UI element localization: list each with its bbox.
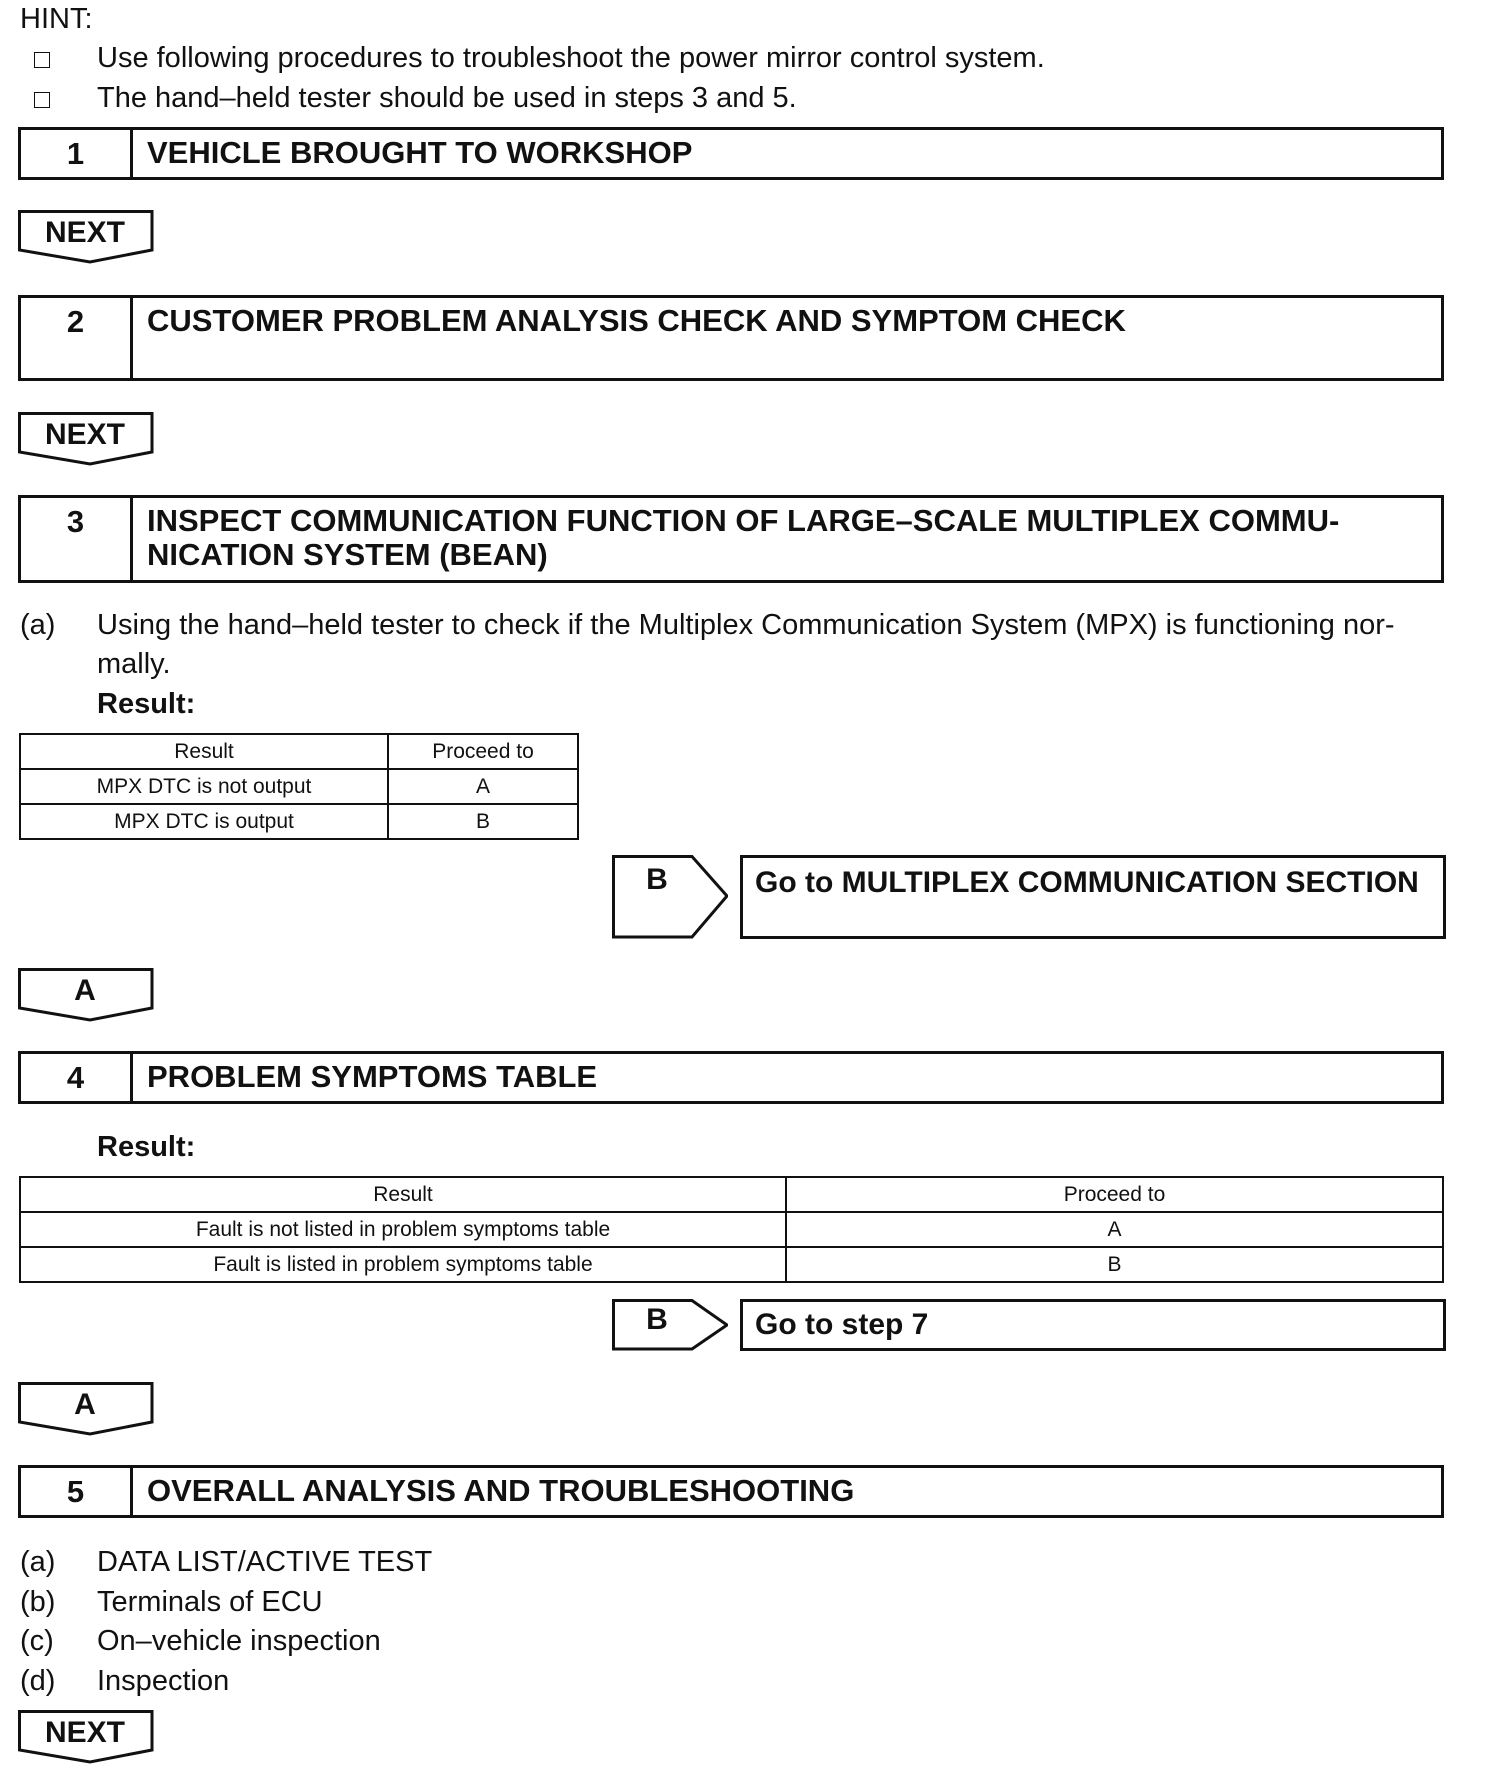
next-button-label: NEXT bbox=[44, 1716, 125, 1749]
a-button[interactable] bbox=[18, 968, 156, 1020]
item-text: DATA LIST/ACTIVE TEST bbox=[97, 1546, 433, 1578]
item-label: (d) bbox=[20, 1665, 56, 1697]
item-text: Terminals of ECU bbox=[97, 1586, 323, 1618]
step-number: 5 bbox=[21, 1468, 133, 1515]
step-3-header bbox=[18, 495, 1444, 583]
step-5-header bbox=[18, 1465, 1444, 1518]
table-cell: A bbox=[786, 1212, 1443, 1247]
item-text: Inspection bbox=[97, 1665, 230, 1697]
table-header-cell: Proceed to bbox=[786, 1177, 1443, 1212]
table-header-row bbox=[20, 734, 578, 769]
step-1-header bbox=[18, 127, 1444, 180]
step-title: CUSTOMER PROBLEM ANALYSIS CHECK AND SYMPTOM CHECK bbox=[147, 303, 1126, 338]
step-title: PROBLEM SYMPTOMS TABLE bbox=[147, 1059, 598, 1094]
item-text-line-2: mally. bbox=[97, 648, 171, 680]
table-header-cell: Result bbox=[20, 1177, 786, 1212]
item-label: (a) bbox=[20, 609, 56, 641]
table-cell: B bbox=[388, 804, 578, 839]
result-label: Result: bbox=[97, 1131, 196, 1163]
step-number: 4 bbox=[21, 1054, 133, 1101]
table-row bbox=[20, 804, 578, 839]
step-title-line-1: INSPECT COMMUNICATION FUNCTION OF LARGE–SCALE MULTIPLEX COMMU- bbox=[147, 503, 1340, 538]
step-title: OVERALL ANALYSIS AND TROUBLESHOOTING bbox=[147, 1473, 855, 1508]
hint-label: HINT: bbox=[20, 3, 93, 35]
table-cell: A bbox=[388, 769, 578, 804]
table-header-row bbox=[20, 1177, 1443, 1212]
step-number: 3 bbox=[21, 498, 133, 580]
next-button[interactable] bbox=[18, 412, 156, 464]
table-cell: MPX DTC is output bbox=[20, 804, 388, 839]
table-row bbox=[20, 1247, 1443, 1282]
item-text-line-1: Using the hand–held tester to check if the Multiplex Communication System (MPX) is functioning nor- bbox=[97, 609, 1395, 641]
bullet-square-icon bbox=[34, 52, 50, 68]
branch-b-button[interactable] bbox=[612, 1299, 728, 1351]
goto-multiplex-box[interactable]: Go to MULTIPLEX COMMUNICATION SECTION bbox=[740, 855, 1446, 939]
step-number: 1 bbox=[21, 130, 133, 177]
next-button-label: NEXT bbox=[44, 418, 125, 451]
step-title-line-2: NICATION SYSTEM (BEAN) bbox=[147, 537, 548, 572]
a-button-label: A bbox=[74, 974, 96, 1007]
step-title bbox=[147, 504, 1425, 572]
hint-bullet-1: Use following procedures to troubleshoot the power mirror control system. bbox=[97, 42, 1045, 74]
hint-bullet-2: The hand–held tester should be used in steps 3 and 5. bbox=[97, 82, 797, 114]
goto-step-7-box[interactable]: Go to step 7 bbox=[740, 1299, 1446, 1351]
branch-b-label: B bbox=[646, 1303, 668, 1336]
table-row bbox=[20, 769, 578, 804]
next-button[interactable] bbox=[18, 210, 156, 262]
item-label: (c) bbox=[20, 1625, 54, 1657]
table-cell: B bbox=[786, 1247, 1443, 1282]
item-text: On–vehicle inspection bbox=[97, 1625, 381, 1657]
branch-b-button[interactable] bbox=[612, 855, 728, 939]
table-row bbox=[20, 1212, 1443, 1247]
table-cell: Fault is not listed in problem symptoms table bbox=[20, 1212, 786, 1247]
next-button[interactable] bbox=[18, 1710, 156, 1762]
a-button[interactable] bbox=[18, 1382, 156, 1434]
table-header-cell: Result bbox=[20, 734, 388, 769]
a-button-label: A bbox=[74, 1388, 96, 1421]
table-header-cell: Proceed to bbox=[388, 734, 578, 769]
step-number: 2 bbox=[21, 298, 133, 378]
table-cell: MPX DTC is not output bbox=[20, 769, 388, 804]
bullet-square-icon bbox=[34, 92, 50, 108]
step-2-header bbox=[18, 295, 1444, 381]
result-label: Result: bbox=[97, 688, 196, 720]
step-title: VEHICLE BROUGHT TO WORKSHOP bbox=[147, 135, 693, 170]
next-button-label: NEXT bbox=[44, 216, 125, 249]
table-cell: Fault is listed in problem symptoms table bbox=[20, 1247, 786, 1282]
step-4-header bbox=[18, 1051, 1444, 1104]
step-3-result-table bbox=[19, 733, 579, 840]
item-label: (a) bbox=[20, 1546, 56, 1578]
branch-b-label: B bbox=[646, 863, 668, 896]
item-label: (b) bbox=[20, 1586, 56, 1618]
step-4-result-table bbox=[19, 1176, 1444, 1283]
